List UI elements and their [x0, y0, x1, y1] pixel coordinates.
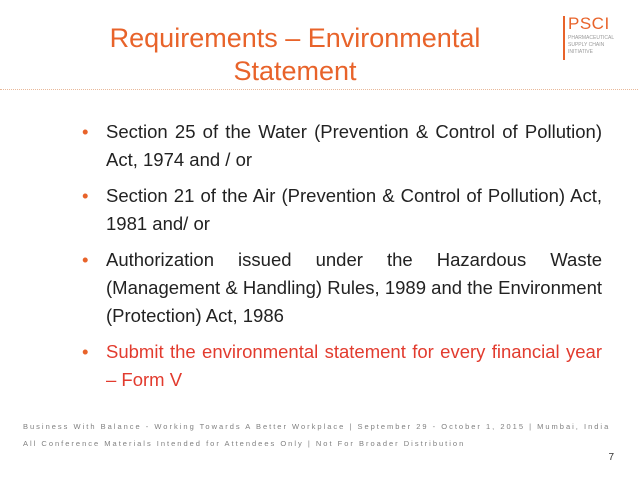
slide-title-line-1: Requirements – Environmental — [109, 23, 481, 53]
page-number: 7 — [608, 452, 614, 463]
footer-line-1: Business With Balance - Working Towards A Better Workplace | September 29 - October 1, 2015 | Mumbai, India — [23, 422, 611, 431]
logo-wordmark: PSCI — [568, 14, 610, 33]
bullet-dot: • — [82, 121, 89, 142]
bullet-item-highlighted — [78, 338, 602, 394]
bullet-item — [78, 182, 602, 238]
logo-tagline-line-2: SUPPLY CHAIN — [568, 42, 605, 48]
logo-accent-bar — [563, 16, 565, 60]
slide-title-line-2: Statement — [233, 56, 357, 86]
bullet-dot: • — [82, 341, 89, 362]
slide-title — [60, 22, 530, 88]
bullet-text: Section 21 of the Air (Prevention & Control of Pollution) Act, 1981 and/ or — [106, 185, 602, 234]
bullet-dot: • — [82, 249, 89, 270]
bullet-text: Submit the environmental statement for every financial year – Form V — [106, 341, 602, 390]
bullet-list — [78, 118, 602, 402]
bullet-item — [78, 118, 602, 174]
footer — [23, 418, 610, 452]
footer-line-2: All Conference Materials Intended for Attendees Only | Not For Broader Distribution — [23, 439, 466, 448]
logo-tagline-line-1: PHARMACEUTICAL — [568, 35, 615, 41]
bullet-dot: • — [82, 185, 89, 206]
title-divider — [0, 89, 638, 91]
bullet-text: Authorization issued under the Hazardous Waste (Management & Handling) Rules, 1989 and the Environment (Protection) Act, 1986 — [106, 249, 602, 326]
psci-logo — [558, 8, 630, 68]
bullet-item — [78, 246, 602, 330]
logo-tagline-line-3: INITIATIVE — [568, 49, 593, 55]
logo-tagline — [568, 35, 628, 56]
bullet-text: Section 25 of the Water (Prevention & Control of Pollution) Act, 1974 and / or — [106, 121, 602, 170]
